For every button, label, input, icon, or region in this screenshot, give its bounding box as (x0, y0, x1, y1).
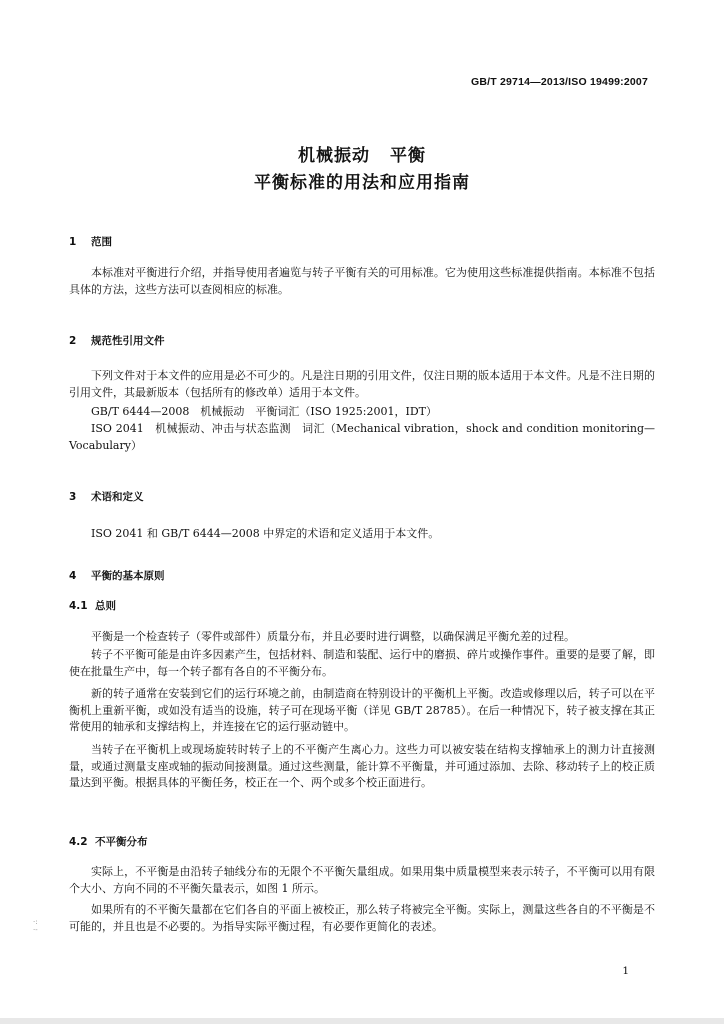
standard-code: GB/T 29714—2013/ISO 19499:2007 (470, 76, 648, 88)
section-title: 不平衡分布 (95, 836, 148, 848)
section-title: 平衡的基本原则 (91, 570, 165, 582)
section-heading-1 (69, 234, 112, 251)
paragraph: 下列文件对于本文件的应用是必不可少的。凡是注日期的引用文件，仅注日期的版本适用于本文件。凡是不注日期的引用文件，其最新版本（包括所有的修改单）适用于本文件。 (69, 369, 655, 399)
section-title: 规范性引用文件 (91, 335, 165, 347)
section-heading-3 (69, 489, 144, 506)
paragraph: 实际上，不平衡是由沿转子轴线分布的无限个不平衡矢量组成。如果用集中质量模型来表示转子，不平衡可以用有限个大小、方向不同的不平衡矢量表示，如图 1 所示。 (69, 865, 655, 895)
page-number: 1 (622, 965, 629, 977)
section-title: 术语和定义 (91, 491, 144, 503)
normative-reference: ISO 2041 机械振动、冲击与状态监测 词汇（Mechanical vibration，shock and condition monitoring—Vocabulary） (69, 422, 655, 452)
section-number: 2 (69, 335, 77, 347)
paragraph: 本标准对平衡进行介绍，并指导使用者遍览与转子平衡有关的可用标准。它为使用这些标准提供指南。本标准不包括具体的方法，这些方法可以查阅相应的标准。 (69, 266, 655, 296)
section-number: 4.2 (69, 836, 88, 848)
paragraph: ISO 2041 和 GB/T 6444—2008 中界定的术语和定义适用于本文件。 (91, 527, 440, 540)
section-number: 4 (69, 570, 77, 582)
section-heading-2 (69, 333, 165, 350)
scan-artifact: ·: ·- (33, 918, 38, 934)
section-number: 3 (69, 491, 77, 503)
paragraph: 平衡是一个检查转子（零件或部件）质量分布，并且必要时进行调整，以确保满足平衡允差的过程。 (91, 630, 575, 643)
section-number: 4.1 (69, 600, 88, 612)
normative-reference: GB/T 6444—2008 机械振动 平衡词汇（ISO 1925:2001，IDT） (91, 405, 437, 418)
section-number: 1 (69, 236, 77, 248)
title-line-1 (0, 143, 724, 169)
paragraph: 新的转子通常在安装到它们的运行环境之前，由制造商在特别设计的平衡机上平衡。改造或修理以后，转子可以在平衡机上重新平衡，或如没有适当的设施，转子可在现场平衡（详见 GB/T 28785）。在后一种情况下，转子被支撑在其正常使用的轴承和支撑结构上，并连接在它的运行驱动链中。 (69, 687, 655, 733)
subsection-heading-4-2 (69, 834, 148, 851)
subsection-heading-4-1 (69, 598, 116, 615)
title-part-b: 平衡 (390, 146, 426, 166)
document-title (0, 143, 724, 196)
paragraph: 转子不平衡可能是由许多因素产生，包括材料、制造和装配、运行中的磨损、碎片或操作事件。重要的是要了解，即使在批量生产中，每一个转子都有各自的不平衡分布。 (69, 648, 655, 678)
title-line-2: 平衡标准的用法和应用指南 (254, 173, 470, 193)
paragraph: 如果所有的不平衡矢量都在它们各自的平面上被校正，那么转子将被完全平衡。实际上，测量这些各自的不平衡是不可能的，并且也是不必要的。为指导实际平衡过程，有必要作更简化的表述。 (69, 903, 655, 933)
paragraph: 当转子在平衡机上或现场旋转时转子上的不平衡产生离心力。这些力可以被安装在结构支撑轴承上的测力计直接测量，或通过测量支座或轴的振动间接测量。通过这些测量，能计算不平衡量，并可通过添加、去除、移动转子上的校正质量达到平衡。根据具体的平衡任务，校正在一个、两个或多个校正面进行。 (69, 743, 655, 789)
title-part-a: 机械振动 (298, 146, 370, 166)
bottom-edge (0, 1018, 724, 1024)
section-heading-4 (69, 568, 165, 585)
section-title: 范围 (91, 236, 112, 248)
section-title: 总则 (95, 600, 116, 612)
